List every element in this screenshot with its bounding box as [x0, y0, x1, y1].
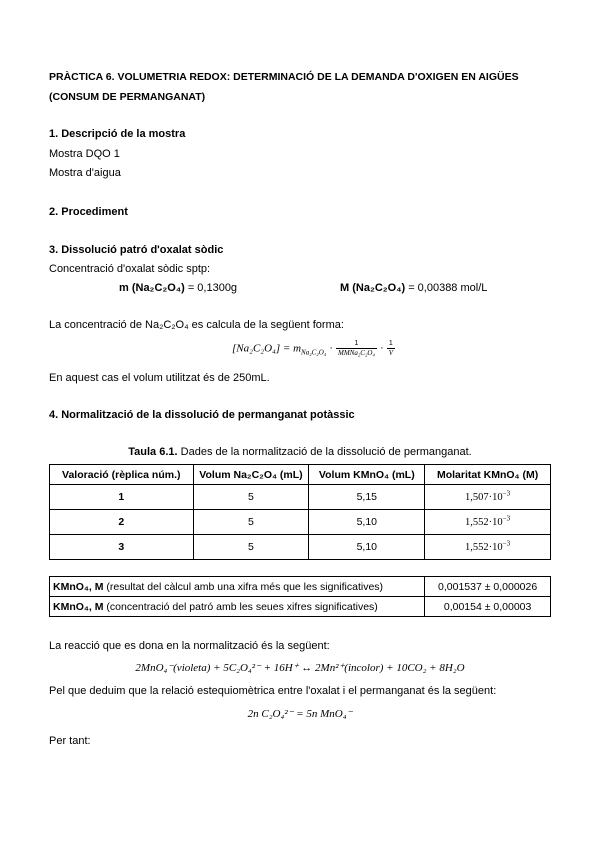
molar-line — [340, 282, 487, 294]
reaction-equation: 2MnO₄⁻(violeta) + 5C₂O₄²⁻ + 16H⁺ ↔ 2Mn²⁺(incolor) + 10CO₂ + 8H₂O — [135, 662, 465, 674]
formula-frac-2: $\frac{1}{V}$ — [388, 340, 393, 357]
calc-text: La concentració de Na₂C₂O₄ es calcula de la següent forma: — [49, 319, 344, 331]
molar-label: M (Na₂C₂O₄) — [340, 282, 406, 294]
header-cell: Valoració (rèplica núm.) — [50, 465, 194, 485]
table-row: 1 5 5,15 $1,507\cdot 10^{-3}$ — [50, 485, 551, 510]
page-title-line2: (CONSUM DE PERMANGANAT) — [49, 91, 206, 103]
relation-equation: 2n C₂O₄²⁻ = 5n MnO₄⁻ — [247, 708, 353, 720]
mass-line — [119, 282, 237, 294]
table-row: 3 5 5,10 $1,552\cdot 10^{-3}$ — [50, 535, 551, 560]
table-caption: Taula 6.1. Dades de la normalització de la dissolució de permanganat. — [128, 446, 472, 458]
molar-value: = 0,00388 mol/L — [408, 282, 488, 294]
formula-lhs: [Na₂C₂O₄] = m — [232, 342, 302, 355]
volume-text: En aquest cas el volum utilitzat és de 250mL. — [49, 372, 270, 384]
normalization-table — [49, 464, 551, 560]
result-value: 0,001537 ± 0,000026 — [425, 577, 551, 597]
result-row: KMnO₄, M (concentració del patró amb les seues xifres significatives) 0,00154 ± 0,00003 — [50, 597, 551, 617]
mass-label: m (Na₂C₂O₄) — [119, 282, 185, 294]
concentration-formula: $[Na_2C_2O_4] = m_{Na_2C_2O_4}$ · $\frac{1}{\text{MMNa₂C₂O₄}}$ · $\frac{1}{V}$ — [232, 340, 393, 357]
mass-value: = 0,1300g — [187, 282, 238, 294]
sample-line1: Mostra DQO 1 — [49, 148, 120, 160]
result-table — [49, 576, 551, 617]
header-cell: Volum Na₂C₂O₄ (mL) — [193, 465, 309, 485]
header-cell: Volum KMnO₄ (mL) — [309, 465, 425, 485]
table-header-row — [50, 465, 551, 485]
reaction-text: La reacció que es dona en la normalització és la següent: — [49, 640, 330, 652]
per-tant-text: Per tant: — [49, 735, 91, 747]
section1-heading: 1. Descripció de la mostra — [49, 128, 186, 140]
section3-heading: 3. Dissolució patró d'oxalat sòdic — [49, 244, 224, 256]
section4-heading: 4. Normalització de la dissolució de permanganat potàssic — [49, 409, 355, 421]
result-value: 0,00154 ± 0,00003 — [425, 597, 551, 617]
relation-text: Pel que deduim que la relació estequiomètrica entre l'oxalat i el permanganat és la següent: — [49, 685, 497, 697]
formula-frac-1: $\frac{1}{\text{MMNa₂C₂O₄}}$ — [338, 340, 375, 357]
section2-heading: 2. Procediment — [49, 206, 128, 218]
result-row: KMnO₄, M (resultat del càlcul amb una xifra més que les significatives) 0,001537 ± 0,000026 — [50, 577, 551, 597]
page-title-line1: PRÀCTICA 6. VOLUMETRIA REDOX: DETERMINACIÓ DE LA DEMANDA D'OXIGEN EN AIGÜES — [49, 71, 519, 83]
formula-mass-sub: Na₂C₂O₄ — [301, 348, 327, 357]
header-cell: Molaritat KMnO₄ (M) — [425, 465, 551, 485]
section3-intro: Concentració d'oxalat sòdic sptp: — [49, 263, 211, 275]
sample-line2: Mostra d'aigua — [49, 167, 121, 179]
table-row: 2 5 5,10 $1,552\cdot 10^{-3}$ — [50, 510, 551, 535]
